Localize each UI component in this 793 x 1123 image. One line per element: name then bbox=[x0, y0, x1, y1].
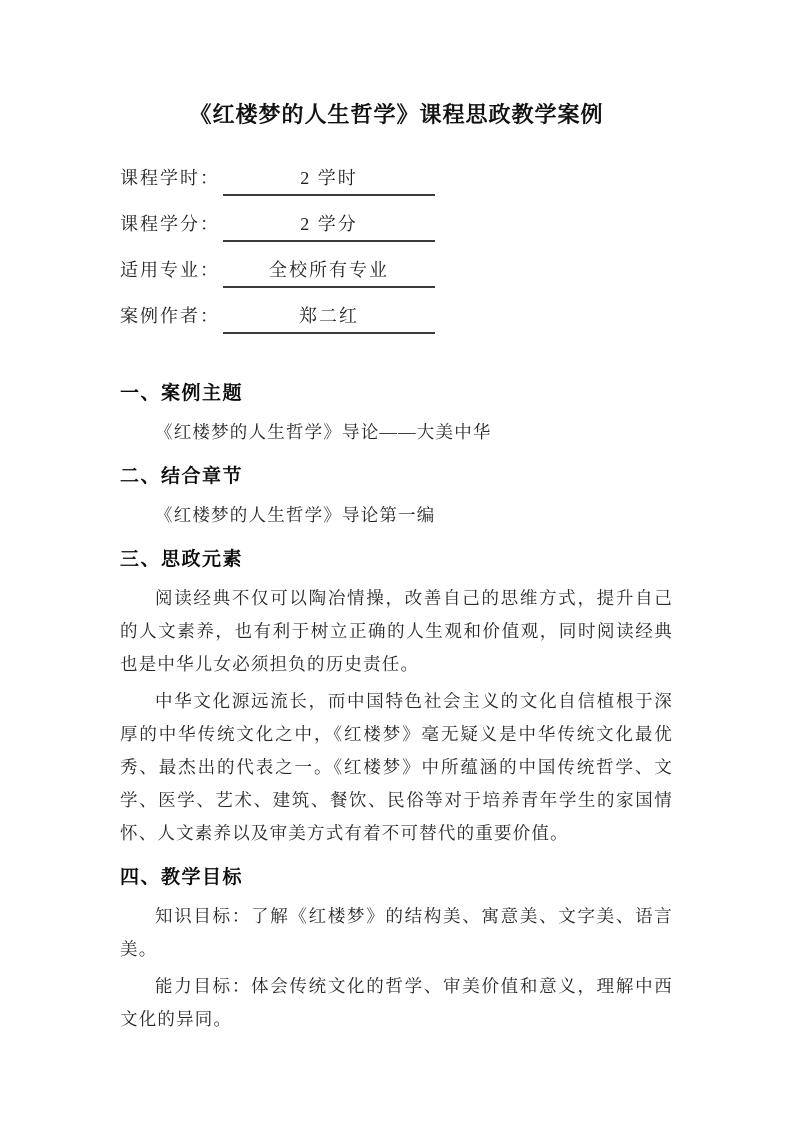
meta-value-course-hours: 2 学时 bbox=[223, 163, 435, 196]
paragraph: 能力目标：体会传统文化的哲学、审美价值和意义，理解中西文化的异同。 bbox=[120, 976, 673, 1029]
meta-fields-block bbox=[120, 163, 673, 334]
meta-row-applicable-majors bbox=[120, 255, 673, 288]
meta-value-course-credits: 2 学分 bbox=[223, 209, 435, 242]
section-related-chapters bbox=[120, 461, 673, 532]
section-case-theme bbox=[120, 378, 673, 449]
section-ideological-elements bbox=[120, 544, 673, 850]
section-heading-case-theme: 一、案例主题 bbox=[120, 383, 244, 404]
paragraph: 中华文化源远流长，而中国特色社会主义的文化自信植根于深厚的中华传统文化之中，《红楼梦》毫无疑义是中华传统文化最优秀、最杰出的代表之一。《红楼梦》中所蕴涵的中国传统哲学、文学、医学、艺术、建筑、餐饮、民俗等对于培养青年学生的家国情怀、人文素养以及审美方式有着不可替代的重要价值。 bbox=[120, 691, 673, 843]
meta-value-case-author: 郑二红 bbox=[223, 301, 435, 334]
paragraph: 《红楼梦的人生哲学》导论第一编 bbox=[155, 505, 436, 525]
section-heading-teaching-objectives: 四、教学目标 bbox=[120, 867, 244, 888]
meta-label-case-author: 案例作者： bbox=[120, 306, 220, 326]
paragraph: 《红楼梦的人生哲学》导论——大美中华 bbox=[155, 422, 492, 442]
meta-row-course-credits bbox=[120, 209, 673, 242]
paragraph: 阅读经典不仅可以陶冶情操，改善自己的思维方式，提升自己的人文素养，也有利于树立正确的人生观和价值观，同时阅读经典也是中华儿女必须担负的历史责任。 bbox=[120, 588, 673, 674]
section-heading-ideological-elements: 三、思政元素 bbox=[120, 549, 244, 570]
meta-value-applicable-majors: 全校所有专业 bbox=[223, 255, 435, 288]
document-title: 《红楼梦的人生哲学》课程思政教学案例 bbox=[189, 102, 604, 127]
paragraph: 知识目标：了解《红楼梦》的结构美、寓意美、文字美、语言美。 bbox=[120, 906, 673, 959]
meta-row-course-hours bbox=[120, 163, 673, 196]
meta-label-course-hours: 课程学时： bbox=[120, 168, 220, 188]
meta-label-applicable-majors: 适用专业： bbox=[120, 260, 220, 280]
section-heading-related-chapters: 二、结合章节 bbox=[120, 466, 244, 487]
meta-label-course-credits: 课程学分： bbox=[120, 214, 220, 234]
section-teaching-objectives bbox=[120, 862, 673, 1036]
meta-row-case-author bbox=[120, 301, 673, 334]
